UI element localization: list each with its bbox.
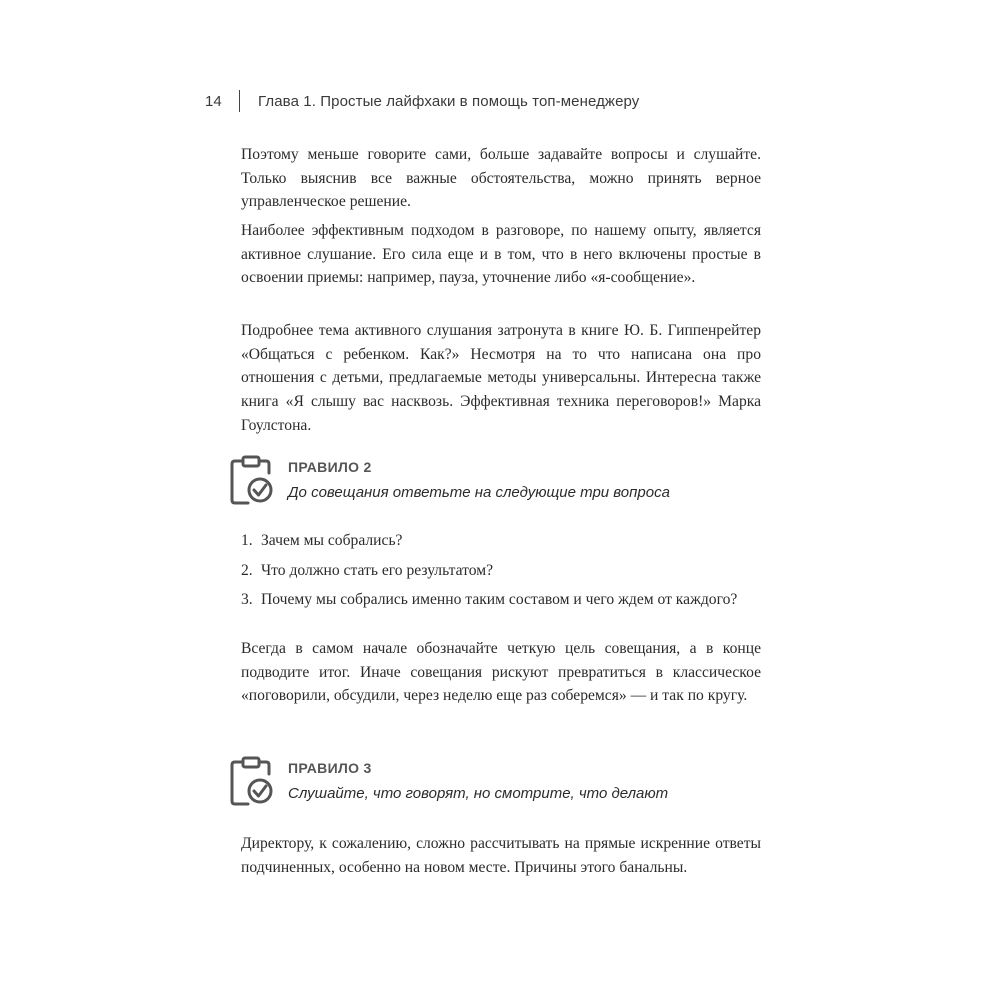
list-text: Почему мы собрались именно таким составом и чего ждем от каждого? (261, 591, 738, 609)
list-text: Зачем мы собрались? (261, 532, 403, 549)
list-item (241, 588, 761, 612)
rule-2-label: ПРАВИЛО 2 (288, 459, 372, 475)
rule-2-text: До совещания ответьте на следующие три вопроса (288, 484, 670, 501)
running-header (205, 88, 639, 114)
list-number: 3. (241, 591, 253, 609)
paragraph-4: Всегда в самом начале обозначайте четкую цель совещания, а в конце подводите итог. Иначе совещания рискуют превратиться в классическое «поговорили, обсудили, через неделю еще раз соберемся» — и так по кругу. (241, 640, 761, 705)
chapter-title: Глава 1. Простые лайфхаки в помощь топ-менеджеру (258, 92, 640, 110)
questions-list (241, 529, 761, 612)
rule-3-label: ПРАВИЛО 3 (288, 760, 372, 776)
clipboard-check-icon (228, 756, 274, 806)
list-item (241, 559, 761, 583)
list-text: Что должно стать его результатом? (261, 561, 494, 579)
paragraph-1: Поэтому меньше говорите сами, больше задавайте вопросы и слушайте. Только выяснив все важные обстоятельства, можно принять верное управленческое решение. (241, 146, 761, 211)
paragraph-2: Наиболее эффективным подходом в разговоре, по нашему опыту, является активное слушание. Его сила еще и в том, что в него включены простые в освоении приемы: например, пауза, уточнение либо «я-сообщение». (241, 222, 761, 287)
list-number: 1. (241, 532, 253, 549)
paragraph-3: Подробнее тема активного слушания затронута в книге Ю. Б. Гиппенрейтер «Общаться с ребенком. Как?» Несмотря на то что написана она про отношения с детьми, предлагаемые методы универсальны. Интересна также книга «Я слышу вас насквозь. Эффективная техника переговоров!» Марка Гоулстона. (241, 322, 761, 434)
rule-3-text: Слушайте, что говорят, но смотрите, что делают (288, 785, 669, 802)
list-item (241, 529, 761, 553)
clipboard-check-icon (228, 455, 274, 505)
list-number: 2. (241, 561, 253, 579)
page-number: 14 (205, 92, 222, 110)
paragraph-5: Директору, к сожалению, сложно рассчитывать на прямые искренние ответы подчиненных, особенно на новом месте. Причины этого банальны. (241, 835, 761, 876)
header-divider (239, 90, 240, 112)
